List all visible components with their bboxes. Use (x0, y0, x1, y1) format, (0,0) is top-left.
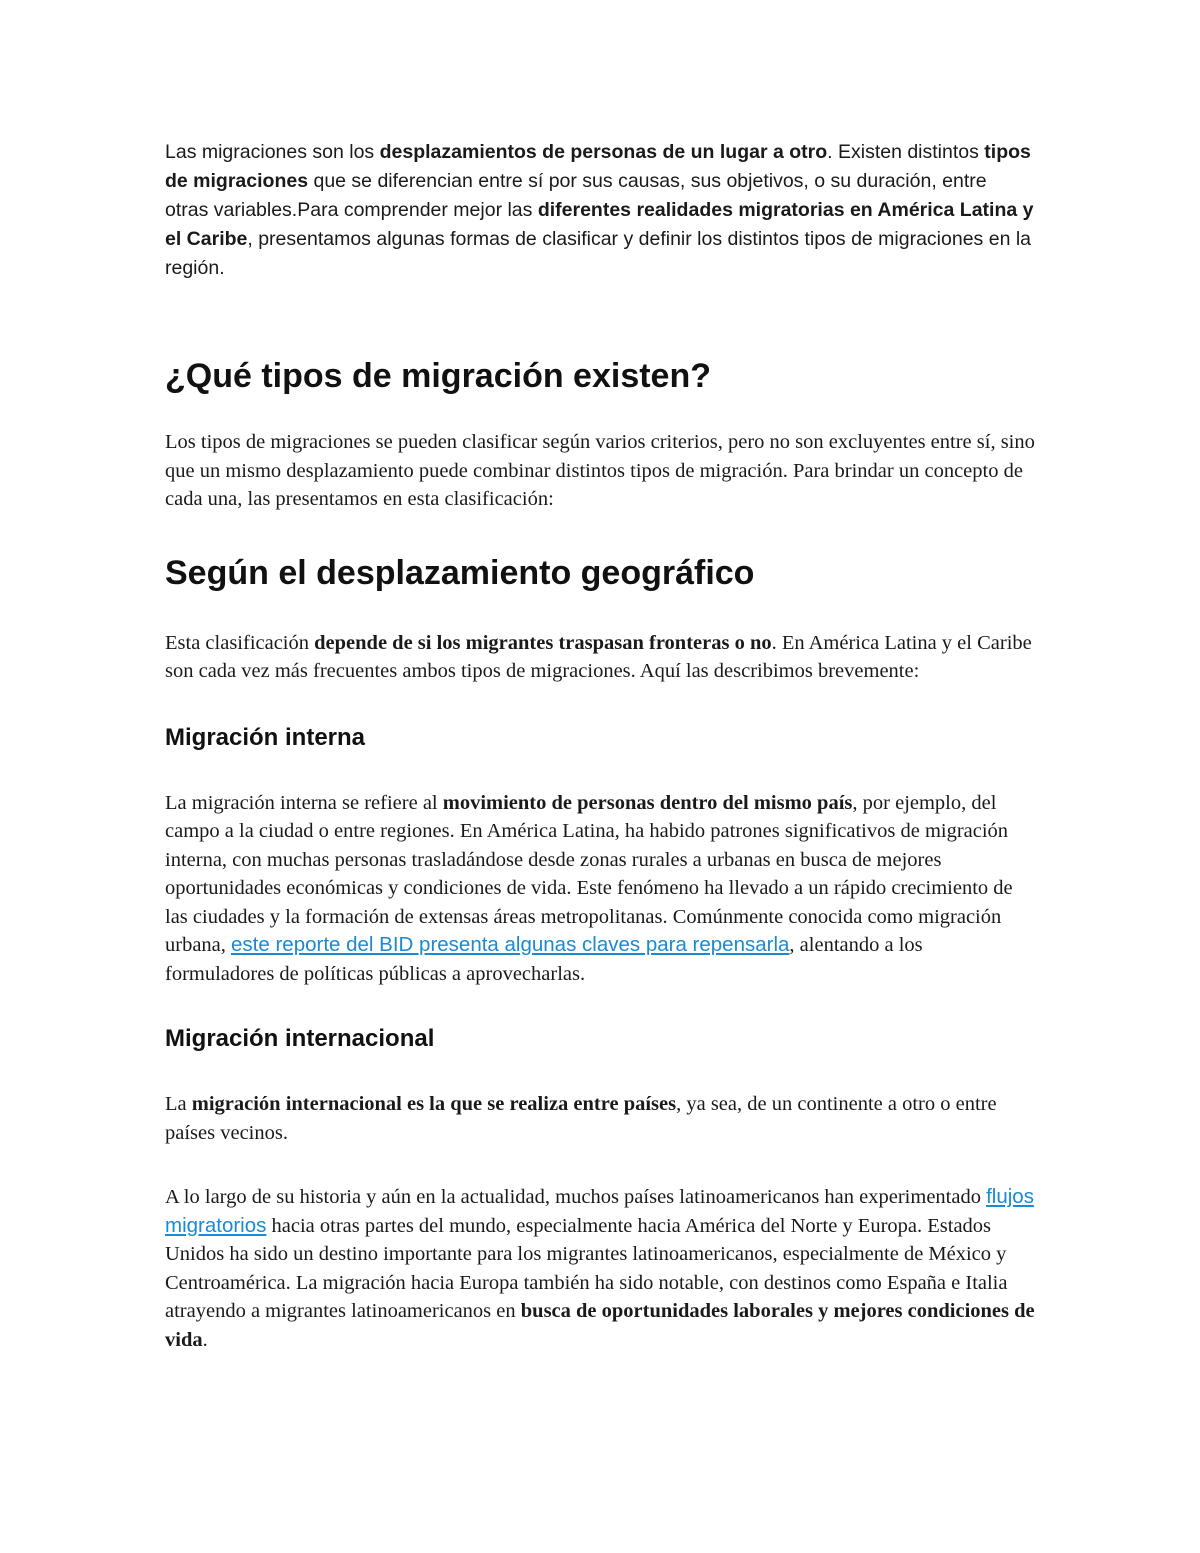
bid-report-link[interactable]: este reporte del BID presenta algunas claves para repensarla (231, 933, 790, 956)
paragraph-migracion-interna (165, 789, 1035, 989)
internacional-text-1: La (165, 1093, 192, 1115)
interna-bold-1: movimiento de personas dentro del mismo país (442, 791, 853, 814)
paragraph-tipos: Los tipos de migraciones se pueden clasificar según varios criterios, pero no son excluyentes entre sí, sino que un mismo desplazamiento puede combinar distintos tipos de migración. Para brindar un concepto de cada una, las presentamos en esta clasificación: (165, 431, 1035, 510)
flujos-migratorios-link[interactable]: flujos migratorios (165, 1185, 1034, 1237)
intro-bold-3: diferentes realidades migratorias en América Latina y el Caribe (165, 199, 1034, 250)
geo-text-2: . En América Latina y el Caribe son cada vez más frecuentes ambos tipos de migraciones. Aquí las describimos brevemente: (165, 631, 1032, 682)
internacional-text-2: , ya sea, de un continente a otro o entre países vecinos. (165, 1093, 997, 1144)
intro-text-3: que se diferencian entre sí por sus causas, sus objetivos, o su duración, entre otras variables.Para comprender mejor las (165, 170, 987, 221)
intro-paragraph (165, 138, 1035, 283)
heading-migracion-interna: Migración interna (165, 723, 366, 751)
historia-text-3: . (202, 1328, 208, 1351)
intro-text-4: , presentamos algunas formas de clasificar y definir los distintos tipos de migraciones en la región. (165, 228, 1032, 279)
interna-text-2: , por ejemplo, del campo a la ciudad o entre regiones. En América Latina, ha habido patrones significativos de migración interna, con muchas personas trasladándose desde zonas rurales a urbanas en busca de mejores oportunidades económicas y condiciones de vida. Este fenómeno ha llevado a un rápido crecimiento de las ciudades y la formación de extensas áreas metropolitanas. Comúnmente conocida como migración urbana, (165, 791, 1013, 956)
paragraph-historia (165, 1183, 1035, 1354)
intro-bold-1: desplazamientos de personas de un lugar a otro (379, 141, 828, 163)
historia-text-1: A lo largo de su historia y aún en la actualidad, muchos países latinoamericanos han experimentado (165, 1186, 987, 1208)
interna-text-3: , alentando a los formuladores de políticas públicas a aprovecharlas. (165, 934, 923, 985)
intro-text-1: Las migraciones son los (165, 141, 380, 163)
geo-bold-1: depende de si los migrantes traspasan fronteras o no (314, 631, 772, 654)
geo-text-1: Esta clasificación (165, 631, 315, 654)
paragraph-geografico (165, 629, 1035, 686)
historia-text-2: hacia otras partes del mundo, especialmente hacia América del Norte y Europa. Estados Unidos ha sido un destino importante para los migrantes latinoamericanos, especialmente de México y Centroamérica. La migración hacia Europa también ha sido notable, con destinos como España e Italia atrayendo a migrantes latinoamericanos en (165, 1214, 1008, 1322)
interna-text-1: La migración interna se refiere al (165, 791, 443, 814)
document-page (165, 138, 1035, 1354)
heading-migracion-internacional: Migración internacional (165, 1025, 435, 1052)
heading-tipos-migracion: ¿Qué tipos de migración existen? (165, 357, 711, 395)
historia-bold-1: busca de oportunidades laborales y mejores condiciones de vida (165, 1300, 1035, 1351)
paragraph-migracion-internacional (165, 1090, 1035, 1147)
intro-text-2: . Existen distintos (827, 141, 985, 163)
heading-desplazamiento-geografico: Según el desplazamiento geográfico (165, 553, 755, 592)
intro-bold-2: tipos de migraciones (165, 141, 1031, 192)
internacional-bold-1: migración internacional es la que se realiza entre países (191, 1093, 677, 1115)
